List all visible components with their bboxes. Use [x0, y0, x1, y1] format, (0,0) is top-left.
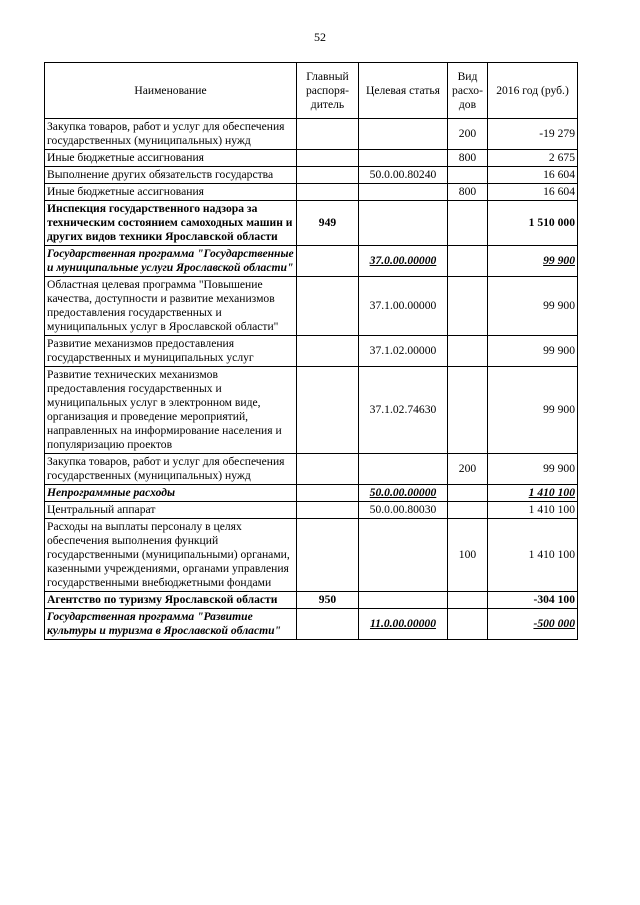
row-manager [297, 609, 359, 640]
row-manager [297, 246, 359, 277]
row-manager [297, 502, 359, 519]
row-target [359, 592, 448, 609]
row-name: Иные бюджетные ассигнования [45, 184, 297, 201]
row-name: Иные бюджетные ассигнования [45, 150, 297, 167]
table-row [45, 201, 578, 246]
header-manager: Главный распоря-дитель [297, 63, 359, 119]
row-expense-type [448, 609, 488, 640]
row-amount: 99 900 [488, 454, 578, 485]
row-amount: -19 279 [488, 119, 578, 150]
table-row [45, 277, 578, 336]
row-manager [297, 367, 359, 454]
row-name: Закупка товаров, работ и услуг для обеспечения государственных (муниципальных) нужд [45, 454, 297, 485]
row-target: 50.0.00.80240 [359, 167, 448, 184]
row-amount: 99 900 [488, 336, 578, 367]
table-row [45, 519, 578, 592]
row-amount: 99 900 [488, 277, 578, 336]
row-manager [297, 454, 359, 485]
table-row [45, 592, 578, 609]
row-manager [297, 184, 359, 201]
row-name: Агентство по туризму Ярославской области [45, 592, 297, 609]
row-name: Расходы на выплаты персоналу в целях обеспечения выполнения функций государственными (муниципальными) органами, казенными учреждениями, органами управления государственными внебюджетными фондами [45, 519, 297, 592]
row-expense-type: 200 [448, 119, 488, 150]
row-target: 50.0.00.00000 [359, 485, 448, 502]
row-amount: 1 510 000 [488, 201, 578, 246]
row-manager [297, 336, 359, 367]
row-expense-type: 800 [448, 184, 488, 201]
row-amount: 16 604 [488, 167, 578, 184]
table-row [45, 454, 578, 485]
row-target: 37.0.00.00000 [359, 246, 448, 277]
row-target [359, 150, 448, 167]
row-expense-type: 200 [448, 454, 488, 485]
header-expense-type: Вид расхо-дов [448, 63, 488, 119]
row-target: 37.1.02.74630 [359, 367, 448, 454]
row-amount: 1 410 100 [488, 519, 578, 592]
table-row [45, 167, 578, 184]
row-expense-type [448, 336, 488, 367]
row-expense-type [448, 167, 488, 184]
row-target: 37.1.02.00000 [359, 336, 448, 367]
table-row [45, 150, 578, 167]
row-manager [297, 119, 359, 150]
row-manager [297, 519, 359, 592]
row-expense-type [448, 246, 488, 277]
header-target: Целевая статья [359, 63, 448, 119]
row-target [359, 454, 448, 485]
row-target: 37.1.00.00000 [359, 277, 448, 336]
row-amount: 99 900 [488, 367, 578, 454]
row-amount: -500 000 [488, 609, 578, 640]
row-target [359, 519, 448, 592]
row-target: 50.0.00.80030 [359, 502, 448, 519]
row-target [359, 184, 448, 201]
row-name: Инспекция государственного надзора за техническим состоянием самоходных машин и других видов техники Ярославской области [45, 201, 297, 246]
table-row [45, 119, 578, 150]
row-target: 11.0.00.00000 [359, 609, 448, 640]
row-amount: 99 900 [488, 246, 578, 277]
header-name: Наименование [45, 63, 297, 119]
table-row [45, 609, 578, 640]
row-manager [297, 150, 359, 167]
row-name: Выполнение других обязательств государства [45, 167, 297, 184]
row-amount: 2 675 [488, 150, 578, 167]
row-expense-type [448, 592, 488, 609]
row-target [359, 201, 448, 246]
table-row [45, 184, 578, 201]
page-number: 52 [314, 30, 326, 44]
table-row [45, 502, 578, 519]
row-expense-type: 800 [448, 150, 488, 167]
row-manager: 949 [297, 201, 359, 246]
row-expense-type [448, 485, 488, 502]
row-name: Государственная программа "Развитие культуры и туризма в Ярославской области" [45, 609, 297, 640]
row-amount: 16 604 [488, 184, 578, 201]
row-expense-type [448, 201, 488, 246]
table-row [45, 367, 578, 454]
row-expense-type [448, 277, 488, 336]
row-amount: -304 100 [488, 592, 578, 609]
table-row [45, 485, 578, 502]
header-amount: 2016 год (руб.) [488, 63, 578, 119]
row-expense-type [448, 367, 488, 454]
row-amount: 1 410 100 [488, 485, 578, 502]
row-name: Областная целевая программа "Повышение качества, доступности и развитие механизмов предоставления государственных и муниципальных услуг в Ярославской области" [45, 277, 297, 336]
row-name: Центральный аппарат [45, 502, 297, 519]
row-expense-type: 100 [448, 519, 488, 592]
row-target [359, 119, 448, 150]
row-expense-type [448, 502, 488, 519]
row-name: Развитие технических механизмов предоставления государственных и муниципальных услуг в электронном виде, организация и проведение мероприятий, направленных на информирование населения и популяризацию проектов [45, 367, 297, 454]
table-row [45, 336, 578, 367]
row-manager [297, 485, 359, 502]
row-name: Государственная программа "Государственные и муниципальные услуги Ярославской области" [45, 246, 297, 277]
row-name: Закупка товаров, работ и услуг для обеспечения государственных (муниципальных) нужд [45, 119, 297, 150]
table-body [45, 119, 578, 640]
table-header-row [45, 63, 578, 119]
row-name: Развитие механизмов предоставления государственных и муниципальных услуг [45, 336, 297, 367]
row-amount: 1 410 100 [488, 502, 578, 519]
budget-table [44, 62, 578, 640]
row-manager [297, 167, 359, 184]
row-manager [297, 277, 359, 336]
row-name: Непрограммные расходы [45, 485, 297, 502]
row-manager: 950 [297, 592, 359, 609]
table-row [45, 246, 578, 277]
